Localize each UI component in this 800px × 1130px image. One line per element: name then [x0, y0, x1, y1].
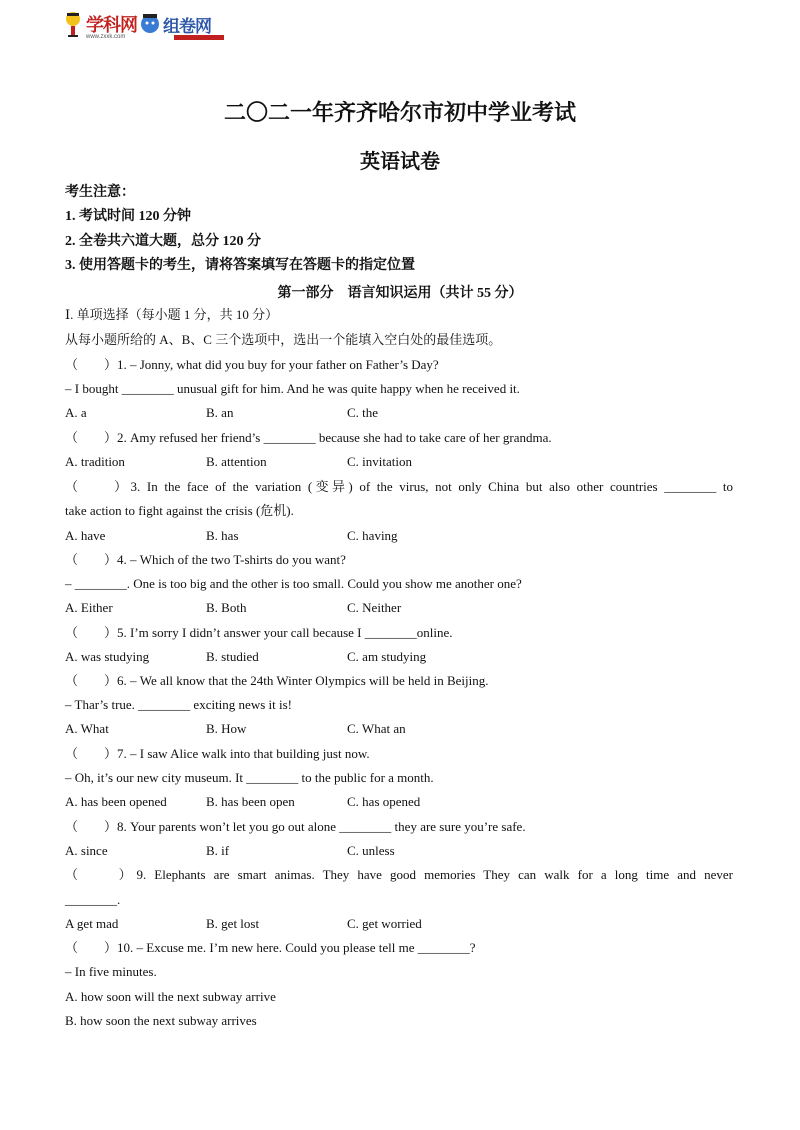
- option: A. since: [65, 843, 108, 858]
- option: C. Neither: [347, 600, 402, 615]
- option: A. have: [65, 528, 106, 543]
- logo: [62, 10, 232, 44]
- notice-item: 3. 使用答题卡的考生，请将答案填写在答题卡的指定位置: [65, 258, 415, 273]
- option: B. Both: [206, 600, 247, 615]
- question-line: （ ）7. – I saw Alice walk into that building just now.: [65, 746, 370, 761]
- option: B. how soon the next subway arrives: [65, 1013, 257, 1028]
- option: B. if: [206, 843, 230, 858]
- option: C. get worried: [347, 916, 422, 931]
- question-line: – ________. One is too big and the other is too small. Could you show me another one?: [65, 576, 522, 591]
- option: C. unless: [347, 843, 395, 858]
- question-line: – Oh, it’s our new city museum. It ________ to the public for a month.: [65, 770, 434, 785]
- exam-title: 二〇二一年齐齐哈尔市初中学业考试: [223, 100, 576, 125]
- option: B. get lost: [206, 916, 260, 931]
- option: C. having: [347, 528, 398, 543]
- notice-item: 1. 考试时间 120 分钟: [65, 209, 191, 224]
- question-line: （ ）2. Amy refused her friend’s ________ because she had to take care of her grandma.: [65, 430, 552, 445]
- option: C. What an: [347, 721, 406, 736]
- question-line: （ ）10. – Excuse me. I’m new here. Could you please tell me ________?: [65, 940, 476, 955]
- option: B. has been open: [206, 794, 295, 809]
- option: A. how soon will the next subway arrive: [65, 989, 276, 1004]
- option: A get mad: [65, 916, 119, 931]
- option: A. What: [65, 721, 109, 736]
- question-line: （ ）4. – Which of the two T-shirts do you want?: [65, 552, 346, 567]
- option: C. invitation: [347, 454, 412, 469]
- logo-brand2: 组卷网: [163, 16, 211, 36]
- option: B. an: [206, 405, 234, 420]
- notice-heading: 考生注意：: [65, 185, 135, 200]
- question-line: （ ）1. – Jonny, what did you buy for your father on Father’s Day?: [65, 357, 439, 372]
- logo-domain: www.zxxk.com: [86, 34, 126, 40]
- logo-bar: [174, 35, 224, 40]
- question-line: （ ）9. Elephants are smart animas. They have good memories They can walk for a long time and never: [65, 867, 733, 882]
- option: A. Either: [65, 600, 113, 615]
- part-heading: Ⅰ. 单项选择（每小题 1 分，共 10 分）: [65, 307, 279, 322]
- question-line: （ ）5. I’m sorry I didn’t answer your call because I ________online.: [65, 625, 453, 640]
- mascot-icon: [62, 10, 84, 38]
- question-line: – Thar’s true. ________ exciting news it is!: [65, 697, 292, 712]
- option: A. a: [65, 405, 87, 420]
- option: C. the: [347, 405, 379, 420]
- logo-brand1: 学科网: [86, 15, 137, 35]
- exam-subtitle: 英语试卷: [360, 151, 440, 173]
- question-line: – In five minutes.: [65, 964, 157, 979]
- option: B. has: [206, 528, 239, 543]
- option: A. has been opened: [65, 794, 167, 809]
- globe-icon: [139, 12, 161, 36]
- question-line: take action to fight against the crisis (危机).: [65, 503, 294, 518]
- section-heading: 第一部分 语言知识运用（共计 55 分）: [277, 286, 523, 301]
- question-line: （ ）8. Your parents won’t let you go out alone ________ they are sure you’re safe.: [65, 819, 526, 834]
- option: B. studied: [206, 649, 259, 664]
- option: A. was studying: [65, 649, 150, 664]
- question-line: ________.: [65, 892, 121, 907]
- option: C. am studying: [347, 649, 427, 664]
- option: A. tradition: [65, 454, 125, 469]
- question-line: （ ）3. In the face of the variation (变异) of the virus, not only China but also other countries ________ to: [65, 479, 733, 494]
- option: C. has opened: [347, 794, 421, 809]
- question-line: （ ）6. – We all know that the 24th Winter Olympics will be held in Beijing.: [65, 673, 489, 688]
- question-line: – I bought ________ unusual gift for him. And he was quite happy when he received it.: [65, 381, 520, 396]
- option: B. How: [206, 721, 247, 736]
- part-instruction: 从每小题所给的 A、B、C 三个选项中，选出一个能填入空白处的最佳选项。: [65, 332, 502, 347]
- notice-item: 2. 全卷共六道大题，总分 120 分: [65, 234, 261, 249]
- option: B. attention: [206, 454, 267, 469]
